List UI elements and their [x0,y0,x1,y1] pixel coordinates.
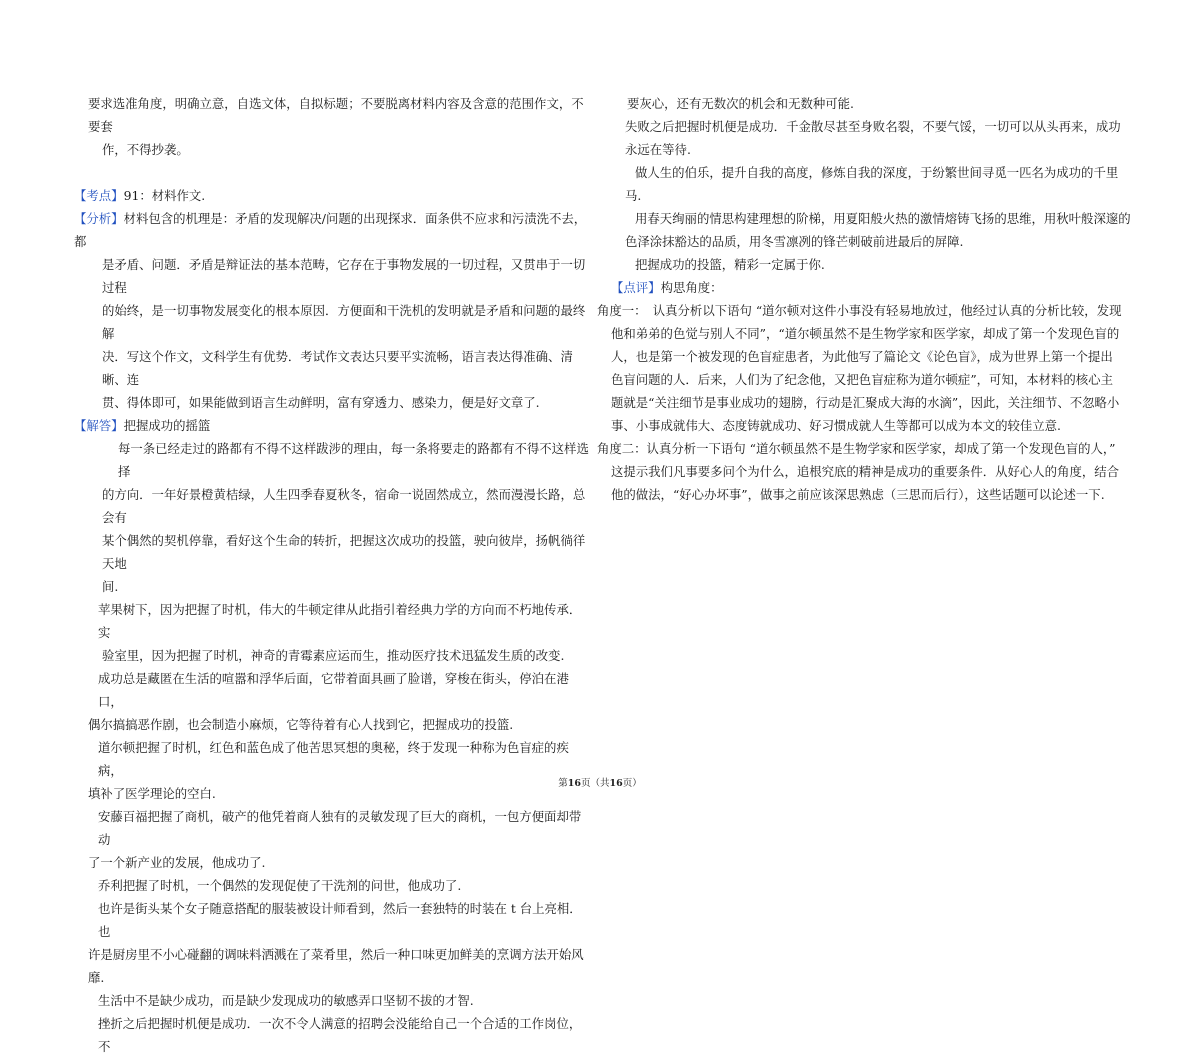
text-line: 偶尔搞搞恶作剧，也会制造小麻烦，它等待着有心人找到它，把握成功的投篮. [88,717,514,732]
text-line: 某个偶然的契机停靠，看好这个生命的转折，把握这次成功的投篮，驶向彼岸，扬帆徜徉天地 [102,533,586,571]
text-line: 这提示我们凡事要多问个为什么，追根究底的精神是成功的重要条件．从好心人的角度，结合 [611,464,1120,479]
kaodian-line [74,184,592,207]
intro-line: 要求选准角度，明确立意，自选文体，自拟标题；不要脱离材料内容及含意的范围作文，不要套 [88,96,584,134]
text-line: 许是厨房里不小心碰翻的调味料洒溅在了菜肴里，然后一种口味更加鲜美的烹调方法开始风 [88,947,584,962]
essay-paragraph [74,598,592,667]
text-line: 失败之后把握时机便是成功．千金散尽甚至身败名裂，不要气馁，一切可以从头再来，成功 [625,119,1121,134]
text-line: 色泽涂抹豁达的品质，用冬雪凛冽的锋芒刺破前进最后的屏障. [625,234,964,249]
footer-text: 页（共 [580,778,610,789]
text-line: 靡. [88,970,105,985]
fenxi-line: 是矛盾、问题．矛盾是辩证法的基本范畴，它存在于事物发展的一切过程，又贯串于一切过程 [102,257,586,295]
essay-paragraph [611,161,1133,207]
text-line: 题就是“关注细节是事业成功的翅膀，行动是汇聚成大海的水滴”，因此，关注细节、不忽略小 [611,395,1120,410]
text-line: 间. [102,579,119,594]
jieda-line [74,414,592,437]
text-line: 他和弟弟的色觉与别人不同”，“道尔顿虽然不是生物学家和医学家，却成了第一个发现色盲的 [611,326,1120,341]
fenxi-line: 贯、得体即可，如果能做到语言生动鲜明，富有穿透力、感染力，便是好文章了. [102,395,540,410]
essay-paragraph [74,989,592,1012]
text-line: 的方向．一年好景橙黄桔绿，人生四季春夏秋冬，宿命一说固然成立，然而漫漫长路，总会有 [102,487,586,525]
footer-text: 页） [622,778,642,789]
text-line: 生活中不是缺少成功，而是缺少发现成功的敏感弄口坚韧不拔的才智. [98,993,474,1008]
footer-text: 第 [558,778,568,789]
intro-line: 作，不得抄袭。 [102,142,189,157]
page-footer [0,775,1200,789]
angle-two [597,437,1133,506]
text-line: 也许是街头某个女子随意搭配的服装被设计师看到，然后一套独特的时装在 t 台上亮相．也 [98,901,582,939]
page-number: 16 [567,778,581,789]
dianping-text: 构思角度： [660,280,723,295]
text-line: 苹果树下，因为把握了时机，伟大的牛顿定律从此指引着经典力学的方向而不朽地传承．实 [98,602,582,640]
right-column [597,92,1133,506]
text-line: 做人生的伯乐，提升自我的高度，修炼自我的深度，于纷繁世间寻觅一匹名为成功的千里 [635,165,1119,180]
text-line: 安藤百福把握了商机，破产的他凭着商人独有的灵敏发现了巨大的商机，一包方便面却带动 [98,809,582,847]
text-line: 成功总是藏匿在生活的喧嚣和浮华后面，它带着面具画了脸谱，穿梭在街头，停泊在港口， [98,671,569,709]
text-line: 角度一： 认真分析以下语句 “道尔顿对这件小事没有轻易地放过，他经过认真的分析比较，发现 [597,303,1122,318]
text-line: 色盲问题的人．后来，人们为了纪念他，又把色盲症称为道尔顿症”，可知，本材料的核心主 [611,372,1113,387]
text-line: 他的做法，“好心办坏事”，做事之前应该深思熟虑（三思而后行），这些话题可以论述一下. [611,487,1105,502]
dianping-line [611,276,1133,299]
text-line: 马. [625,188,642,203]
fenxi-line: 【分析】材料包含的机理是：矛盾的发现解决/问题的出现探求．面条供不应求和污渍洗不去，都 [74,211,587,249]
text-line: 永远在等待. [625,142,691,157]
essay-paragraph [74,897,592,989]
text-line: 验室里，因为把握了时机，神奇的青霉素应运而生，推动医疗技术迅猛发生质的改变. [102,648,565,663]
essay-paragraph [74,667,592,736]
text-line: 每一条已经走过的路都有不得不这样跋涉的理由，每一条将要走的路都有不得不这样选择 [118,441,589,479]
essay-paragraph [74,1012,592,1058]
essay-paragraph [74,874,592,897]
text-line: 用春天绚丽的情思构建理想的阶梯，用夏阳般火热的激情熔铸飞扬的思维，用秋叶般深邃的 [635,211,1131,226]
text-line: 乔利把握了时机，一个偶然的发现促使了干洗剂的问世，他成功了. [98,878,462,893]
page-total: 16 [609,778,623,789]
angle-one [597,299,1133,437]
kaodian-tag: 【考点】 [74,188,124,203]
essay-paragraph [611,207,1133,253]
text-line: 挫折之后把握时机便是成功．一次不令人满意的招聘会没能给自己一个合适的工作岗位，不 [98,1016,582,1054]
text-line: 要灰心，还有无数次的机会和无数种可能. [627,96,854,111]
text-line: 人，也是第一个被发现的色盲症患者，为此他写了篇论文《论色盲》，成为世界上第一个提出 [611,349,1113,364]
text-line: 事、小事成就伟大、态度铸就成功、好习惯成就人生等都可以成为本文的较佳立意. [611,418,1062,433]
text-line: 填补了医学理论的空白. [88,786,216,801]
essay-paragraph [74,805,592,874]
jieda-tag: 【解答】 [74,418,124,433]
text-line: 了一个新产业的发展，他成功了. [88,855,266,870]
fenxi-line: 的始终，是一切事物发展变化的根本原因．方便面和干洗机的发明就是矛盾和问题的最终解 [102,303,586,341]
left-column [74,92,592,1058]
essay-paragraph [74,736,592,805]
essay-paragraph [74,437,592,598]
fenxi-tag: 【分析】 [74,211,124,226]
kaodian-text: 91：材料作文. [123,188,206,203]
essay-paragraph [611,115,1133,161]
fenxi-section [74,207,592,414]
text-line: 角度二：认真分析一下语句 “道尔顿虽然不是生物学家和医学家，却成了第一个发现色盲的人，” [597,441,1116,456]
text-line: 道尔顿把握了时机，红色和蓝色成了他苦思冥想的奥秘，终于发现一种称为色盲症的疾病， [98,740,569,778]
essay-title: 把握成功的摇篮 [123,418,211,433]
fenxi-line: 决．写这个作文，文科学生有优势．考试作文表达只要平实流畅，语言表达得准确、清晰、连 [102,349,573,387]
essay-closing: 把握成功的投篮，精彩一定属于你. [635,257,825,272]
dianping-tag: 【点评】 [611,280,661,295]
